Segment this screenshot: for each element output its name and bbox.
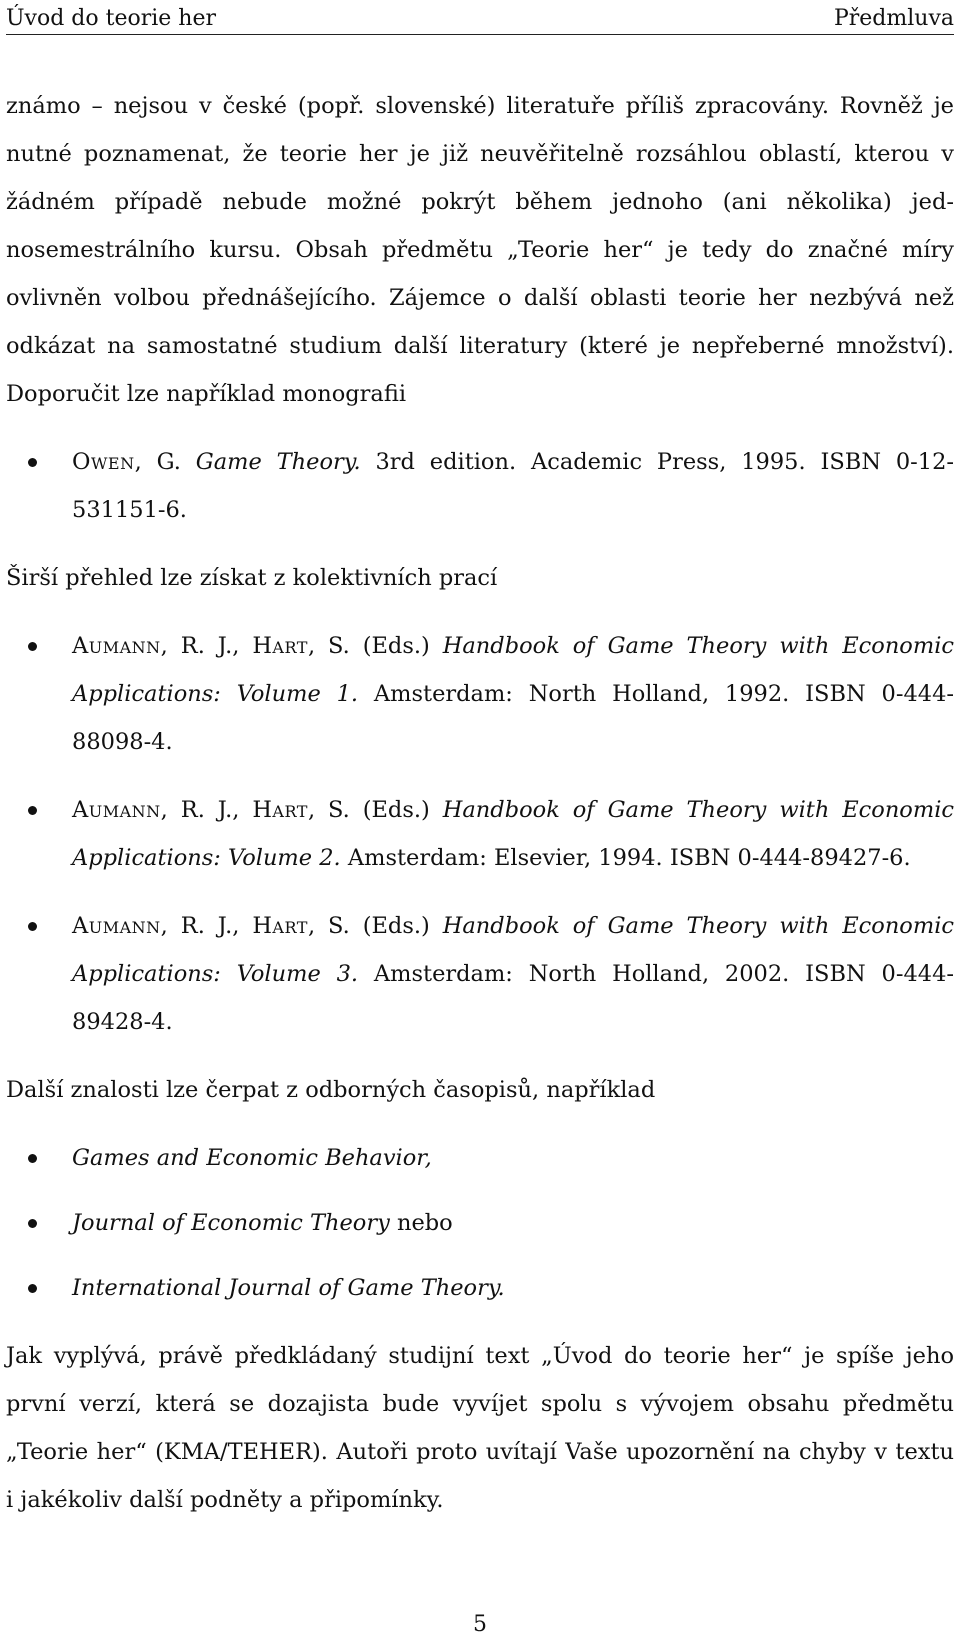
- journal-title: International Journal of Game Theory.: [72, 1275, 505, 1301]
- bullet-icon: [28, 806, 37, 815]
- reference-author: Aumann: [72, 913, 161, 939]
- reference-initials: , R. J.,: [160, 797, 253, 823]
- header-section: Předmluva: [833, 6, 954, 31]
- monograph-list: [6, 438, 954, 534]
- reference-publication: Amsterdam: North Holland, 2002. ISBN 0-444-89428-4.: [72, 961, 954, 1035]
- journal-title: Journal of Economic Theory: [72, 1210, 390, 1236]
- body-text: [6, 82, 954, 1524]
- bullet-icon: [28, 1284, 37, 1293]
- journal-suffix: nebo: [389, 1210, 453, 1236]
- reference-initials: , R. J.,: [160, 633, 253, 659]
- collective-works-list: [6, 622, 954, 1046]
- reference-publication: Amsterdam: Elsevier, 1994. ISBN 0-444-89427-6.: [340, 845, 911, 871]
- bullet-icon: [28, 922, 37, 931]
- bullet-icon: [28, 642, 37, 651]
- reference-title: Handbook of Game Theory with Economic Applications: Volume 3.: [72, 913, 954, 987]
- reference-editors: , S. (Eds.): [307, 633, 443, 659]
- reference-title: Handbook of Game Theory with Economic Applications: Volume 2.: [72, 797, 954, 871]
- bullet-icon: [28, 458, 37, 467]
- reference-author: Aumann: [72, 633, 161, 659]
- list-item-handbook-3: [6, 902, 954, 1046]
- bullet-icon: [28, 1154, 37, 1163]
- page-number: 5: [473, 1612, 487, 1637]
- reference-author: Hart: [252, 797, 308, 823]
- reference-author: Aumann: [72, 797, 161, 823]
- list-item-journal-1: [6, 1134, 954, 1182]
- reference-author: Hart: [252, 913, 308, 939]
- reference-title: Handbook of Game Theory with Economic Applications: Volume 1.: [72, 633, 954, 707]
- reference-initials: , G.: [134, 449, 196, 475]
- list-item-handbook-1: [6, 622, 954, 766]
- list-item-owen: [6, 438, 954, 534]
- running-header: [6, 6, 954, 35]
- reference-author: Owen: [72, 449, 135, 475]
- bullet-icon: [28, 1219, 37, 1228]
- reference-editors: , S. (Eds.): [307, 913, 443, 939]
- list-item-journal-3: [6, 1264, 954, 1312]
- reference-author: Hart: [252, 633, 308, 659]
- paragraph-collective-works: Širší přehled lze získat z kolektivních prací: [6, 565, 498, 591]
- paragraph-closing: Jak vyplývá, právě předkládaný studijní text „Úvod do teorie her“ je spíše jeho první verzí, která se dozajista bude vyvíjet spolu s vývojem obsahu předmětu „Teorie her“ (KMA/TEHER). Autoři proto uvítají Vaše upozornění na chyby v textu i jakékoliv další podněty a připomínky.: [6, 1343, 954, 1513]
- list-item-journal-2: [6, 1199, 954, 1247]
- reference-publication: Amsterdam: North Holland, 1992. ISBN 0-444-88098-4.: [72, 681, 954, 755]
- journals-list: [6, 1134, 954, 1312]
- list-item-handbook-2: [6, 786, 954, 882]
- header-title: Úvod do teorie her: [6, 6, 216, 31]
- paragraph-journals: Další znalosti lze čerpat z odborných časopisů, například: [6, 1077, 656, 1103]
- document-page: [6, 0, 954, 1648]
- reference-title: Game Theory.: [195, 449, 361, 475]
- reference-publication: 3rd edition. Academic Press, 1995. ISBN 0-12-531151-6.: [72, 449, 954, 523]
- reference-editors: , S. (Eds.): [307, 797, 443, 823]
- reference-initials: , R. J.,: [160, 913, 253, 939]
- paragraph-intro: známo – nejsou v české (popř. slovenské) literatuře příliš zpracovány. Rovněž je nutné poznamenat, že teorie her je již neuvěřitelně rozsáhlou oblastí, kterou v žádném případě nebude možné pokrýt během jednoho (ani několika) jednosemestrálního kursu. Obsah předmětu „Teorie her“ je tedy do značné míry ovlivněn volbou přednášejícího. Zájemce o další oblasti teorie her nezbývá než odkázat na samostatné studium další literatury (které je nepřeberné množství). Doporučit lze například monografii: [6, 93, 954, 407]
- journal-title: Games and Economic Behavior,: [72, 1145, 432, 1171]
